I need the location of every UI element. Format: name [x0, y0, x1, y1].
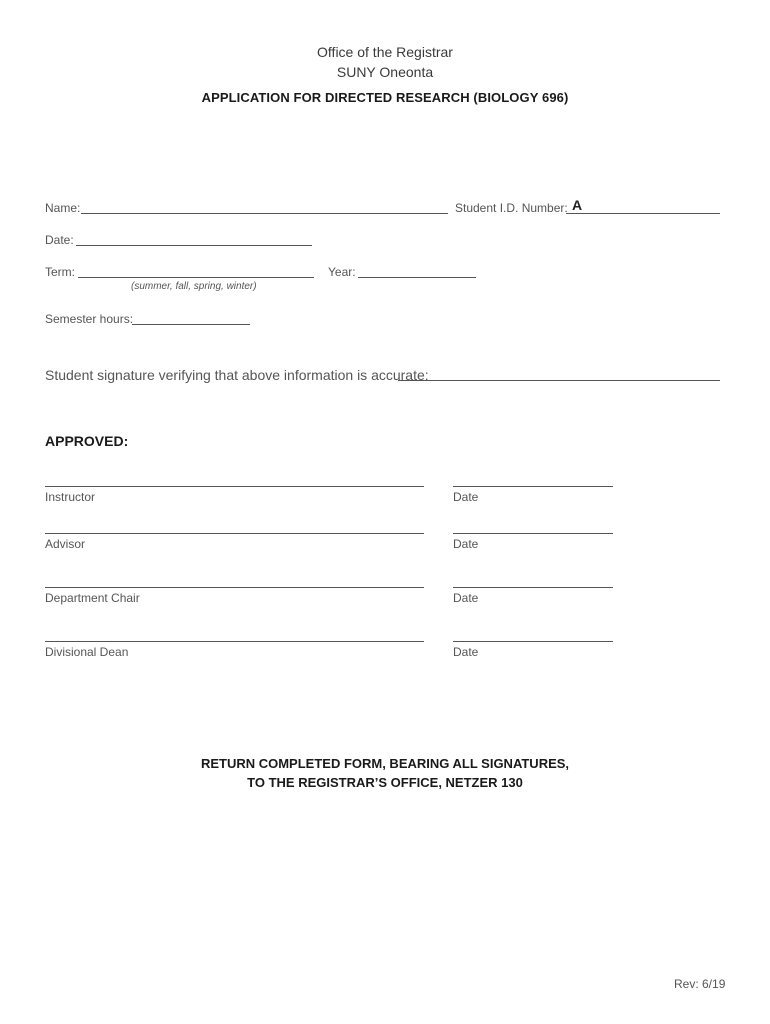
instructor-signature-line[interactable]: [45, 486, 424, 487]
revision-date: Rev: 6/19: [674, 977, 726, 991]
approved-heading: APPROVED:: [45, 433, 129, 449]
form-title: APPLICATION FOR DIRECTED RESEARCH (BIOLOGY 696): [201, 90, 569, 105]
student-signature-label: Student signature verifying that above information is accurate:: [45, 367, 429, 383]
student-signature-field[interactable]: [398, 380, 720, 381]
student-id-field[interactable]: [566, 213, 720, 214]
term-label: Term:: [45, 265, 75, 279]
return-instructions-line1: RETURN COMPLETED FORM, BEARING ALL SIGNATURES,: [200, 756, 570, 771]
semester-hours-label: Semester hours:: [45, 312, 134, 326]
department-chair-label: Department Chair: [45, 591, 140, 605]
advisor-date-line[interactable]: [453, 533, 613, 534]
term-hint: (summer, fall, spring, winter): [131, 281, 257, 292]
advisor-signature-line[interactable]: [45, 533, 424, 534]
instructor-date-line[interactable]: [453, 486, 613, 487]
date-field[interactable]: [76, 245, 312, 246]
return-instructions-line2: TO THE REGISTRAR’S OFFICE, NETZER 130: [247, 775, 523, 790]
student-id-label: Student I.D. Number:: [455, 201, 568, 215]
year-label: Year:: [328, 265, 356, 279]
name-label: Name:: [45, 201, 81, 215]
divisional-dean-label: Divisional Dean: [45, 645, 129, 659]
divisional-dean-signature-line[interactable]: [45, 641, 424, 642]
advisor-label: Advisor: [45, 537, 86, 551]
department-chair-date-label: Date: [453, 591, 479, 605]
college-name: SUNY Oneonta: [336, 64, 434, 80]
instructor-label: Instructor: [45, 490, 96, 504]
year-field[interactable]: [358, 277, 476, 278]
department-chair-date-line[interactable]: [453, 587, 613, 588]
department-chair-signature-line[interactable]: [45, 587, 424, 588]
instructor-date-label: Date: [453, 490, 479, 504]
office-name: Office of the Registrar: [317, 44, 453, 60]
student-id-prefix: A: [572, 197, 583, 213]
semester-hours-field[interactable]: [132, 324, 250, 325]
term-field[interactable]: [78, 277, 314, 278]
advisor-date-label: Date: [453, 537, 479, 551]
divisional-dean-date-line[interactable]: [453, 641, 613, 642]
date-label: Date:: [45, 233, 74, 247]
name-field[interactable]: [81, 213, 448, 214]
divisional-dean-date-label: Date: [453, 645, 479, 659]
